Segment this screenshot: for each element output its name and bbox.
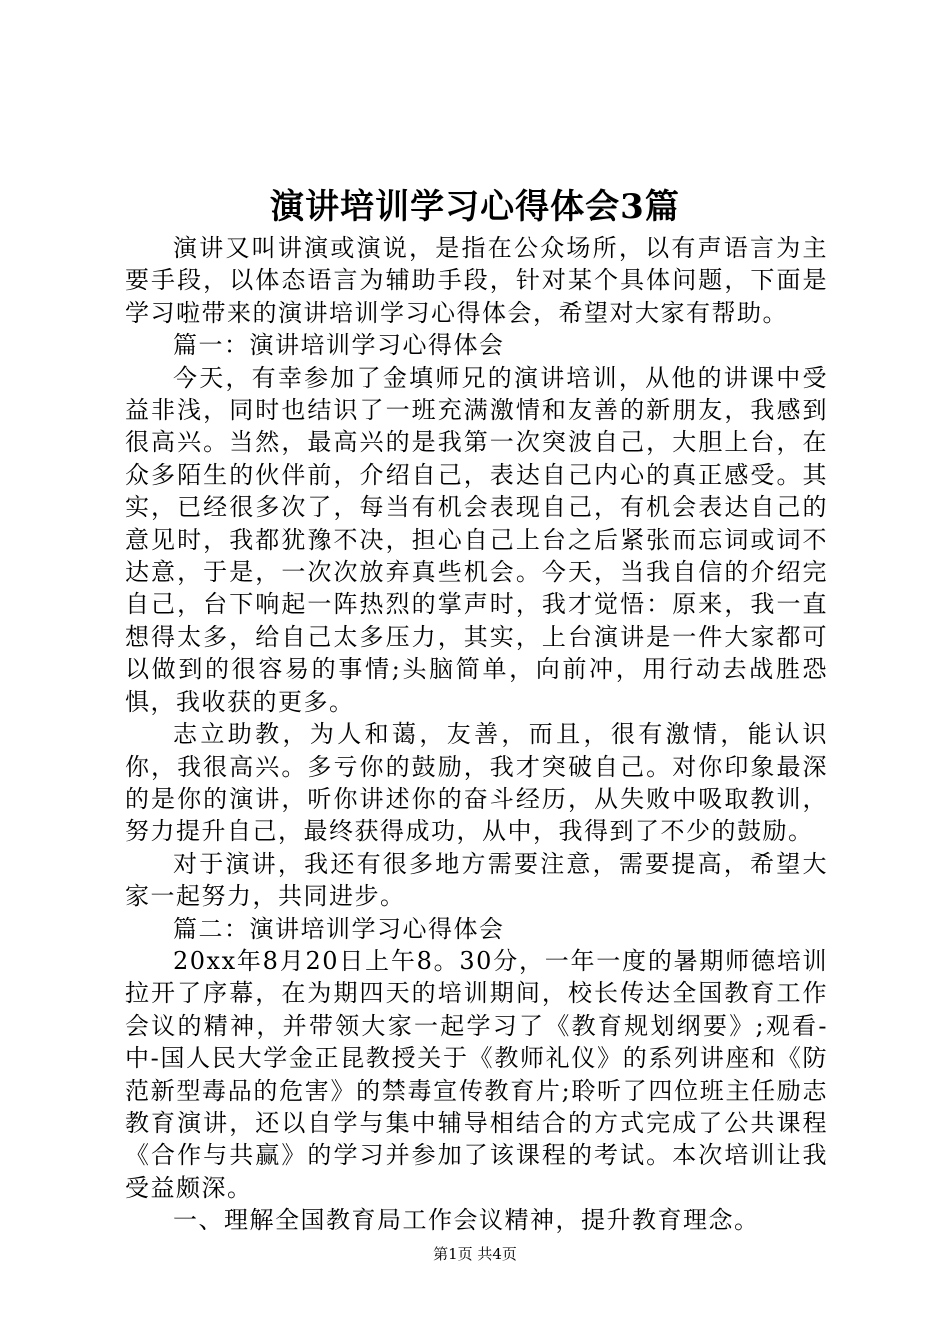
body-paragraph: 20xx年8月20日上午8。30分，一年一度的暑期师德培训拉开了序幕，在为期四天的培训期间，校长传达全国教育工作会议的精神，并带领大家一起学习了《教育规划纲要》;观看-中-国人民大学金正昆教授关于《教师礼仪》的系列讲座和《防范新型毒品的危害》的禁毒宣传教育片;聆听了四位班主任励志教育演讲，还以自学与集中辅导相结合的方式完成了公共课程《合作与共赢》的学习并参加了该课程的考试。本次培训让我受益颇深。 (125, 946, 828, 1202)
sub-heading: 一、理解全国教育局工作会议精神，提升教育理念。 (173, 1206, 760, 1235)
section-heading-1: 篇一：演讲培训学习心得体会 (173, 331, 505, 360)
body-paragraph: 志立助教，为人和蔼，友善，而且，很有激情，能认识你，我很高兴。多亏你的鼓励，我才突破自己。对你印象最深的是你的演讲，听你讲述你的奋斗经历，从失败中吸取教训，努力提升自己，最终获得成功，从中，我得到了不少的鼓励。 (125, 720, 828, 846)
body-paragraph: 今天，有幸参加了金填师兄的演讲培训，从他的讲课中受益非浅，同时也结识了一班充满激情和友善的新朋友，我感到很高兴。当然，最高兴的是我第一次突波自己，大胆上台，在众多陌生的伙伴前，介绍自己，表达自己内心的真正感受。其实，已经很多次了，每当有机会表现自己，有机会表达自己的意见时，我都犹豫不决，担心自己上台之后紧张而忘词或词不达意，于是，一次次放弃真些机会。今天，当我自信的介绍完自己，台下响起一阵热烈的掌声时，我才觉悟：原来，我一直想得太多，给自己太多压力，其实，上台演讲是一件大家都可以做到的很容易的事情;头脑简单，向前冲，用行动去战胜恐惧，我收获的更多。 (125, 363, 828, 716)
body-paragraph: 对于演讲，我还有很多地方需要注意，需要提高，希望大家一起努力，共同进步。 (125, 849, 828, 911)
document-title: 演讲培训学习心得体会3篇 (270, 187, 680, 227)
section-heading-2: 篇二：演讲培训学习心得体会 (173, 914, 505, 943)
intro-paragraph: 演讲又叫讲演或演说，是指在公众场所，以有声语言为主要手段，以体态语言为辅助手段，针对某个具体问题，下面是学习啦带来的演讲培训学习心得体会，希望对大家有帮助。 (125, 234, 828, 327)
document-body (125, 232, 828, 1237)
page-footer: 第1页 共4页 (433, 1245, 517, 1263)
